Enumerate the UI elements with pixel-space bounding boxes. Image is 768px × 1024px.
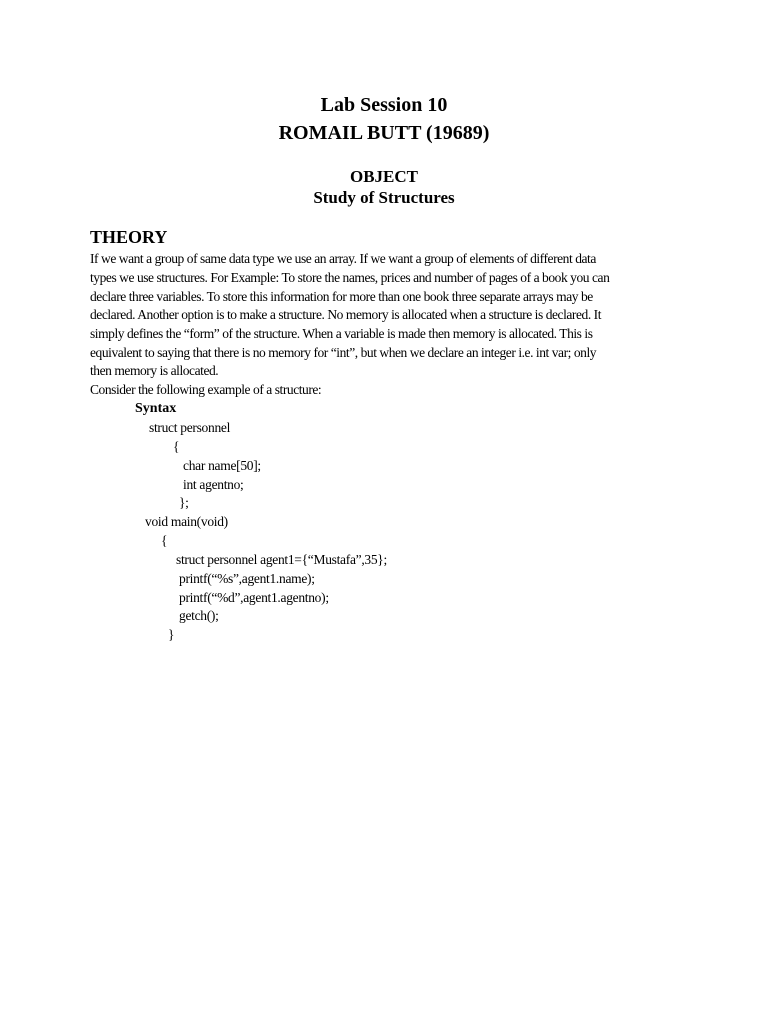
author-name: ROMAIL BUTT (19689) [278, 122, 490, 144]
code-line: struct personnel [149, 420, 231, 435]
code-line: getch(); [179, 608, 219, 623]
code-line: { [161, 533, 168, 548]
theory-line: declare three variables. To store this information for more than one book three separate arrays may be [90, 289, 593, 304]
code-line: printf(“%d”,agent1.agentno); [179, 590, 329, 605]
code-line: struct personnel agent1={“Mustafa”,35}; [176, 552, 387, 567]
theory-heading: THEORY [90, 227, 168, 247]
theory-line: If we want a group of same data type we use an array. If we want a group of elements of different data [90, 251, 596, 266]
theory-line: then memory is allocated. [90, 363, 219, 378]
theory-line: simply defines the “form” of the structure. When a variable is made then memory is allocated. This is [90, 326, 593, 341]
theory-line: declared. Another option is to make a structure. No memory is allocated when a structure is declared. It [90, 307, 602, 322]
code-line: printf(“%s”,agent1.name); [179, 571, 315, 586]
object-subject: Study of Structures [313, 188, 455, 207]
code-line: { [173, 439, 180, 454]
code-line: int agentno; [183, 477, 244, 492]
code-line: }; [179, 495, 189, 510]
object-heading: OBJECT [349, 167, 419, 186]
code-line: char name[50]; [183, 458, 261, 473]
theory-line: Consider the following example of a structure: [90, 382, 322, 397]
lab-session-title: Lab Session 10 [320, 94, 448, 116]
theory-line: types we use structures. For Example: To store the names, prices and number of pages of a book you can [90, 270, 610, 285]
theory-line: equivalent to saying that there is no memory for “int”, but when we declare an integer i.e. int var; only [90, 345, 597, 360]
code-line: void main(void) [145, 514, 228, 529]
syntax-label: Syntax [135, 401, 177, 416]
code-line: } [168, 627, 175, 642]
